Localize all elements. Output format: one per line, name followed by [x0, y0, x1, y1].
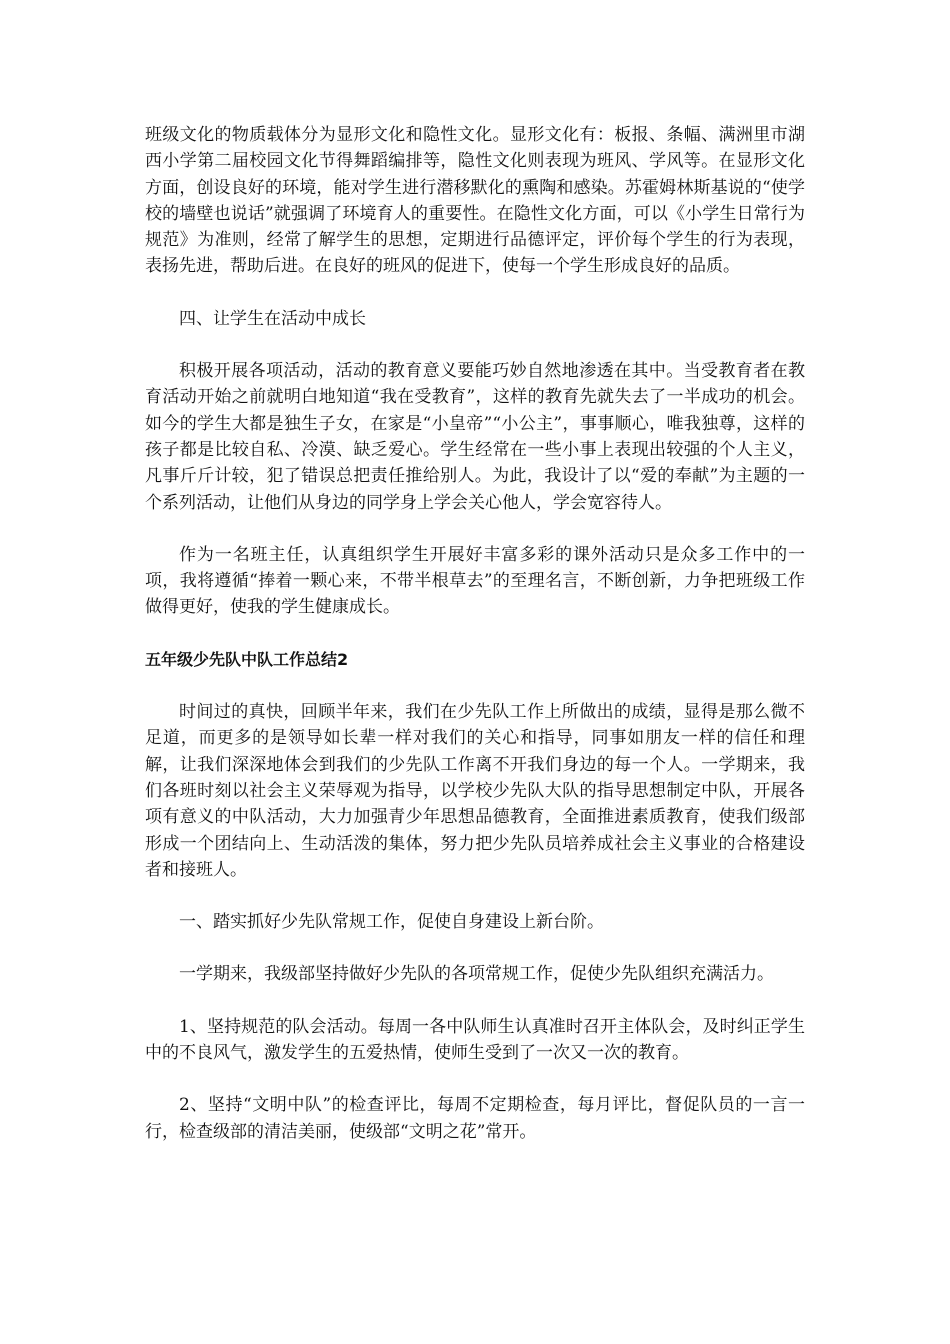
paragraph-routine-work: 一学期来，我级部坚持做好少先队的各项常规工作，促使少先队组织充满活力。	[179, 964, 774, 985]
list-item-team-meeting: 1、坚持规范的队会活动。每周一各中队师生认真准时召开主体队会，及时纠正学生中的不良风气，激发学生的五爱热情，使师生受到了一次又一次的教育。	[145, 1016, 805, 1064]
document-heading: 五年级少先队中队工作总结2	[145, 649, 349, 669]
section-title-routine-work: 一、踏实抓好少先队常规工作，促使自身建设上新台阶。	[179, 912, 604, 933]
paragraph-class-culture: 班级文化的物质载体分为显形文化和隐性文化。显形文化有：板报、条幅、满洲里市湖西小学第二届校园文化节得舞蹈编排等，隐性文化则表现为班风、学风等。在显形文化方面，创设良好的环境，能对学生进行潜移默化的熏陶和感染。苏霍姆林斯基说的“使学校的墙壁也说话”就强调了环境育人的重要性。在隐性文化方面，可以《小学生日常行为规范》为准则，经常了解学生的思想，定期进行品德评定，评价每个学生的行为表现，表扬先进，帮助后进。在良好的班风的促进下，使每一个学生形成良好的品质。	[145, 125, 805, 277]
list-item-civilized-squad: 2、坚持“文明中队”的检查评比，每周不定期检查，每月评比，督促队员的一言一行，检查级部的清洁美丽，使级部“文明之花”常开。	[145, 1095, 805, 1142]
paragraph-conclusion: 作为一名班主任，认真组织学生开展好丰富多彩的课外活动只是众多工作中的一项，我将遵循“捧着一颗心来，不带半根草去”的至理名言，不断创新，力争把班级工作做得更好，使我的学生健康成长。	[145, 544, 805, 618]
paragraph-activities: 积极开展各项活动，活动的教育意义要能巧妙自然地渗透在其中。当受教育者在教育活动开始之前就明白地知道“我在受教育”，这样的教育先就失去了一半成功的机会。如今的学生大都是独生子女，在家是“小皇帝”“小公主”，事事顺心，唯我独尊，这样的孩子都是比较自私、冷漠、缺乏爱心。学生经常在一些小事上表现出较强的个人主义，凡事斤斤计较，犯了错误总把责任推给别人。为此，我设计了以“爱的奉献”为主题的一个系列活动，让他们从身边的同学身上学会关心他人，学会宽容待人。	[145, 361, 805, 513]
section-title-activities: 四、让学生在活动中成长	[179, 308, 366, 329]
document-page	[145, 122, 805, 1171]
paragraph-review: 时间过的真快，回顾半年来，我们在少先队工作上所做出的成绩，显得是那么微不足道，而更多的是领导如长辈一样对我们的关心和指导，同事如朋友一样的信任和理解，让我们深深地体会到我们的少先队工作离不开我们身边的每一个人。一学期来，我们各班时刻以社会主义荣辱观为指导，以学校少先队大队的指导思想制定中队，开展各项有意义的中队活动，大力加强青少年思想品德教育，全面推进素质教育，使我们级部形成一个团结向上、生动活泼的集体，努力把少先队员培养成社会主义事业的合格建设者和接班人。	[145, 702, 805, 880]
